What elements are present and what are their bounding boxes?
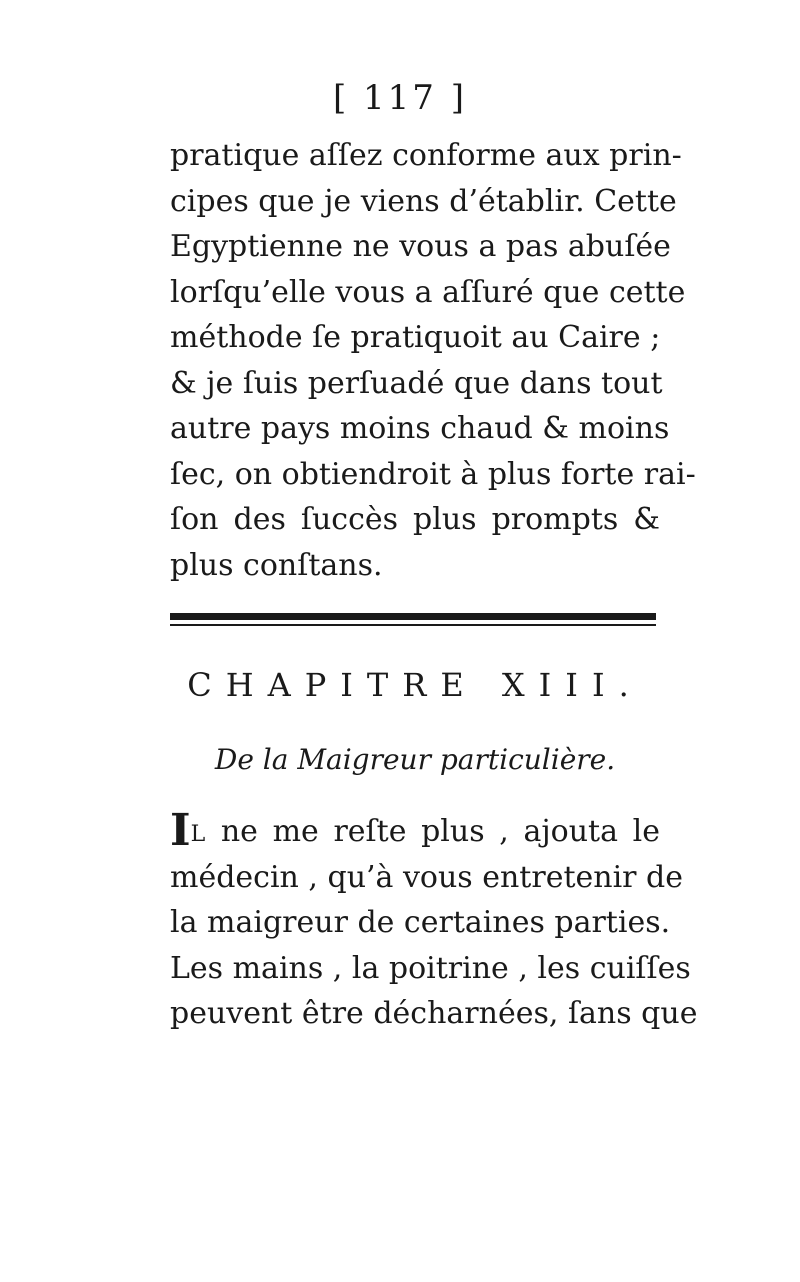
drop-cap: I: [170, 805, 191, 856]
chapter-heading: CHAPITRE XIII.: [187, 666, 643, 704]
text-line: Egyptienne ne vous a pas abuſée: [170, 229, 671, 264]
text-line-first: [170, 805, 660, 856]
text-line: peuvent être décharnées, ſans que: [170, 996, 698, 1031]
text-line: ſon des ſuccès plus prompts &: [170, 502, 660, 537]
text-line: & je ſuis perſuadé que dans tout: [170, 365, 663, 401]
text-line: ſec, on obtiendroit à plus forte rai-: [170, 456, 696, 492]
small-caps-letter: L: [190, 822, 207, 847]
divider-thick-rule: [170, 613, 656, 620]
page-number: [ 117 ]: [332, 78, 468, 118]
chapter-subtitle: De la Maigreur particulière.: [214, 743, 616, 776]
text-line: la maigreur de certaines parties.: [170, 905, 671, 940]
section-divider: [170, 613, 656, 629]
text-line: Les mains , la poitrine , les cuiſſes: [170, 950, 691, 986]
first-line-text: ne me reſte plus , ajouta le: [220, 814, 660, 849]
text-line: pratique aſſez conforme aux prin-: [170, 138, 682, 173]
text-line: plus conſtans.: [170, 547, 383, 583]
text-line: lorſqu’elle vous a aſſuré que cette: [170, 274, 686, 310]
text-line: médecin , qu’à vous entretenir de: [170, 859, 684, 895]
bottom-paragraph: [170, 805, 698, 1037]
text-line: méthode ſe pratiquoit au Caire ;: [170, 320, 661, 355]
text-line: cipes que je viens d’établir. Cette: [170, 183, 677, 219]
top-paragraph: [170, 133, 696, 588]
divider-thin-rule: [170, 624, 656, 626]
text-line: autre pays moins chaud & moins: [170, 411, 670, 446]
